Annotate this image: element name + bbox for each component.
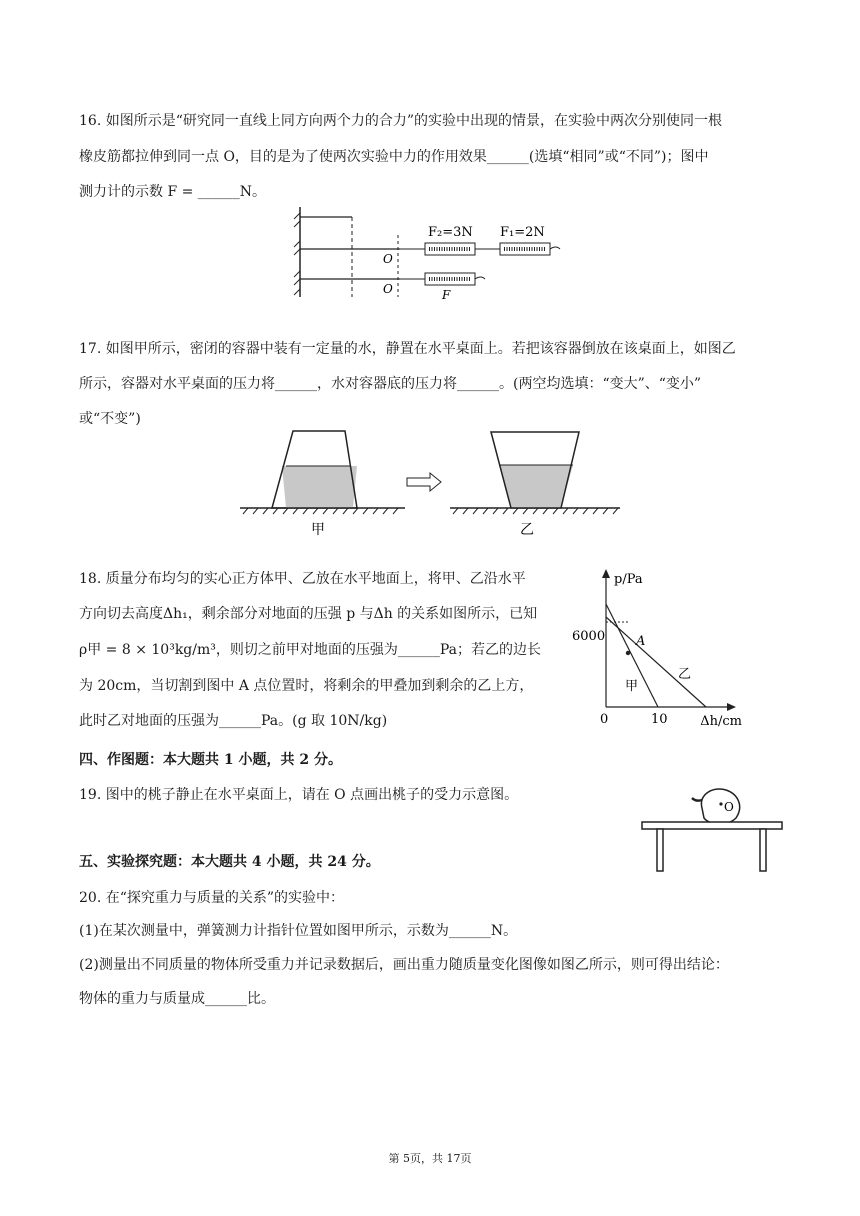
q18-line-1: 18. 质量分布均匀的实心正方体甲、乙放在水平地面上，将甲、乙沿水平: [79, 571, 526, 587]
q17-line-2: 所示，容器对水平桌面的压力将______，水对容器底的压力将______。(两空均选填：“变大”、“变小”: [79, 376, 702, 392]
q20-line-2: (1)在某次测量中，弹簧测力计指针位置如图甲所示，示数为______N。: [79, 923, 518, 939]
y-tick-6000: 6000: [572, 629, 606, 644]
q18-line-3: ρ甲 = 8 × 10³kg/m³，则切之前甲对地面的压强为______Pa；若乙的边长: [79, 642, 542, 658]
label-jia: 甲: [311, 522, 325, 538]
label-f2: F₂=3N: [428, 225, 473, 240]
label-f: F: [442, 288, 451, 300]
q16-line-3: 测力计的示数 F = ______N。: [79, 184, 267, 200]
section-4-heading: 四、作图题：本大题共 1 小题，共 2 分。: [79, 752, 342, 768]
q20-line-3: (2)测量出不同质量的物体所受重力并记录数据后，画出重力随质量变化图像如图乙所示，则可得出结论：: [79, 957, 729, 973]
q19-line-1: 19. 图中的桃子静止在水平桌面上，请在 O 点画出桃子的受力示意图。: [79, 787, 519, 803]
ground-hatch-jia: [243, 508, 398, 514]
peach: [701, 789, 739, 824]
table-leg-right: [760, 829, 766, 871]
label-o: O: [724, 800, 734, 814]
q20-line-1: 20. 在“探究重力与质量的关系”的实验中：: [79, 890, 345, 906]
label-o-2: O: [383, 282, 393, 296]
peach-stem: [692, 798, 702, 801]
label-yi: 乙: [520, 522, 534, 538]
x-axis-arrow: [727, 703, 736, 711]
x-axis-label: Δh/cm: [700, 714, 742, 729]
table-top: [642, 822, 782, 829]
q16-figure: [290, 205, 570, 300]
point-a: [626, 651, 630, 655]
hook-f1: [550, 247, 560, 249]
x-tick-10: 10: [651, 712, 668, 727]
peach-dot: [719, 802, 722, 805]
q16-line-2: 橡皮筋都拉伸到同一点 O，目的是为了使两次实验中力的作用效果______(选填“相同”或“不同”)；图中: [79, 149, 709, 165]
y-axis-label: p/Pa: [614, 572, 643, 587]
page-footer: 第 5页，共 17页: [388, 1152, 472, 1165]
line-yi: [606, 617, 706, 707]
label-f1: F₁=2N: [500, 225, 545, 240]
q18-line-2: 方向切去高度Δh₁，剩余部分对地面的压强 p 与Δh 的关系如图所示，已知: [79, 606, 538, 622]
q17-line-3: 或“不变”): [79, 411, 141, 427]
q18-graph: [570, 565, 790, 730]
q19-figure: [640, 780, 790, 880]
arrow-icon: [407, 473, 441, 491]
ground-hatch-yi: [453, 508, 618, 514]
q17-line-1: 17. 如图甲所示，密闭的容器中装有一定量的水，静置在水平桌面上。若把该容器倒放在该桌面上，如图乙: [79, 341, 736, 357]
table-leg-left: [657, 829, 663, 871]
line-jia-label: 甲: [625, 679, 639, 694]
hook-f: [475, 277, 485, 279]
point-a-label: A: [636, 634, 646, 649]
q16-line-1: 16. 如图所示是“研究同一直线上同方向两个力的合力”的实验中出现的情景，在实验中两次分别使同一根: [79, 113, 723, 129]
section-5-heading: 五、实验探究题：本大题共 4 小题，共 24 分。: [79, 854, 380, 870]
q18-line-5: 此时乙对地面的压强为______Pa。(g 取 10N/kg): [79, 713, 388, 729]
q20-line-4: 物体的重力与质量成______比。: [79, 991, 275, 1007]
wall-hatching: [294, 213, 300, 295]
water-jia: [282, 466, 357, 508]
label-o-1: O: [383, 252, 393, 266]
line-yi-label: 乙: [678, 667, 692, 682]
y-axis-arrow: [602, 569, 610, 578]
q17-figure: [235, 428, 625, 538]
q18-line-4: 为 20cm，当切割到图中 A 点位置时，将剩余的甲叠加到剩余的乙上方，: [79, 678, 534, 694]
origin-label: 0: [600, 712, 609, 727]
